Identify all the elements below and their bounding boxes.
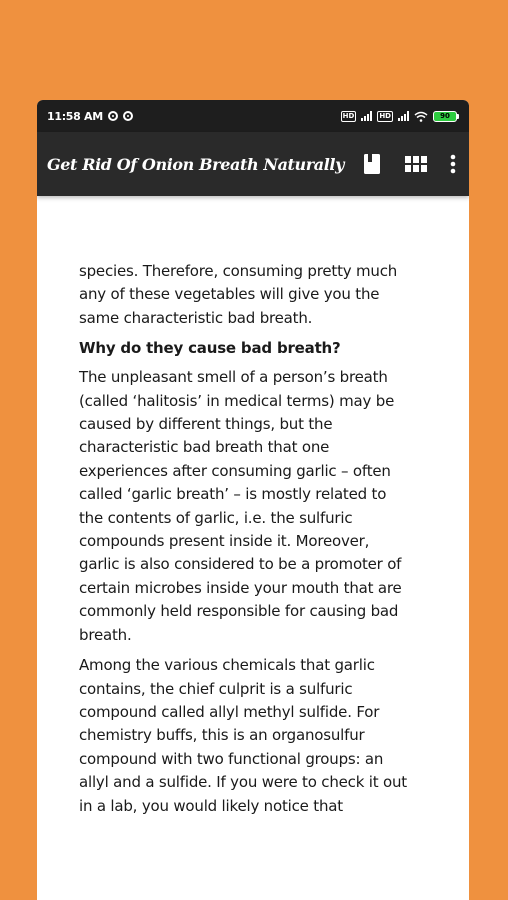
hd-icon: HD (342, 111, 355, 120)
circle-status-icon (108, 111, 118, 121)
status-left (47, 110, 133, 123)
app-actions (357, 149, 461, 179)
article-heading: Why do they cause bad breath? (79, 339, 341, 358)
app-title: Get Rid Of Onion Breath Naturally (47, 154, 345, 174)
hd-icon: HD (379, 111, 391, 120)
status-right (341, 111, 459, 122)
bookmark-icon[interactable] (357, 149, 387, 179)
more-vertical-icon[interactable] (445, 149, 461, 179)
phone-screen (37, 100, 469, 900)
article-paragraph: Among the various chemicals that garlic contains, the chief culprit is a sulfuric compound called allyl methyl sulfide. For chemistry buffs, this is an organosulfur compound with two functional groups: an allyl and a sulfide. If you were to check it out in a lab, you would likely notice that (79, 656, 407, 815)
status-time: 11:58 AM (47, 109, 103, 123)
battery-level: 90 (433, 111, 457, 122)
signal-icon (361, 111, 372, 121)
app-bar (37, 132, 469, 196)
wifi-icon (414, 111, 428, 122)
article-paragraph: species. Therefore, consuming pretty much any of these vegetables will give you the same characteristic bad breath. (79, 262, 398, 327)
article-paragraph: The unpleasant smell of a person’s breath (called ‘halitosis’ in medical terms) may be caused by different things, but the characteristic bad breath that one experiences after consuming garlic – often called ‘garlic breath’ – is mostly related to the contents of garlic, i.e. the sulfuric compounds present inside it. Moreover, garlic is also considered to be a promoter of certain microbes inside your mouth that are commonly held responsible for causing bad breath. (79, 368, 402, 644)
status-bar (37, 100, 469, 132)
grid-icon[interactable] (401, 149, 431, 179)
circle-status-icon (123, 111, 133, 121)
battery-icon (433, 111, 459, 122)
article-content (37, 196, 469, 818)
signal-icon (398, 111, 409, 121)
